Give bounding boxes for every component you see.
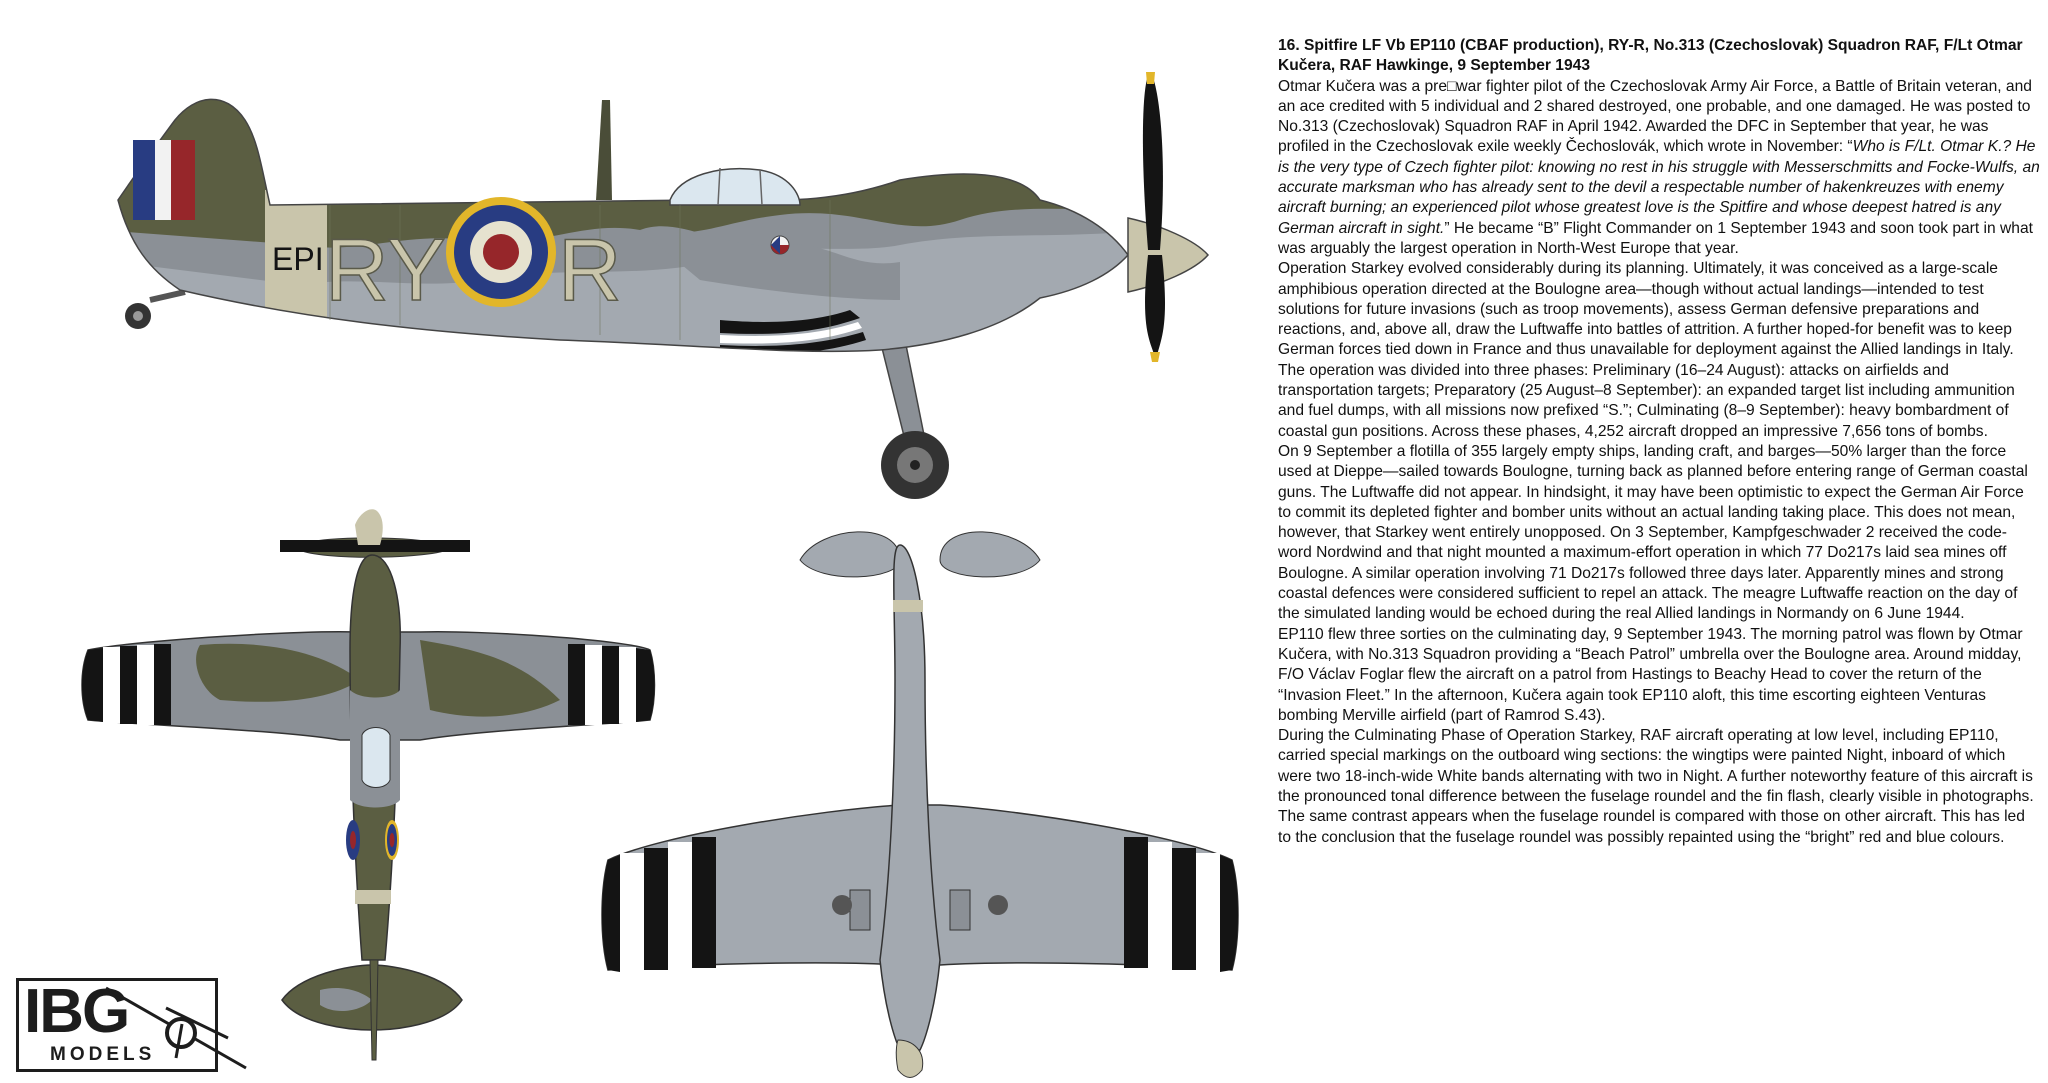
paragraph-3: On 9 September a flotilla of 355 largely empty ships, landing craft, and barges—50% larger than the force used at Dieppe—sailed towards Boulogne, turning back as planned before entering range of German coastal guns. The Luftwaffe did not appear. In hindsight, it may have been optimistic to expect the German Air Force to commit its depleted fighter and bomber units without an actual landing taking place. This does not mean, however, that Starkey went entirely unopposed. On 3 September, Kampfgeschwader 2 received the code-word Nordwind and that night mounted a maximum-effort operation in which 77 Do217s laid sea mines off Boulogne. A similar operation involving 71 Do217s followed three days later. Apparently mines and strong coastal defences were considered sufficient to repel an attack. The meagre Luftwaffe reaction on the day of the simulated landing would be echoed during the real Allied landings in Normandy on 6 June 1944. [1278,442,2028,623]
canopy [670,169,800,205]
bottom-right-wing-stripes [1124,837,1238,972]
individual-letter: R [558,220,622,319]
top-left-wing-stripes [82,644,171,725]
paragraph-1 [1278,77,2040,260]
description-column [1278,36,2040,848]
antenna-mast [596,100,612,200]
propeller [1143,72,1165,362]
top-right-wing-stripes [568,644,655,725]
tail-wheel [125,292,185,329]
paragraph-1-intro: Otmar Kučera was a pre□war fighter pilot of the Czechoslovak Army Air Force, a Battle of Britain veteran, and an ace credited with 5 individual and 2 shared destroyed, one probable, and one damaged. He was posted to No.313 (Czechoslovak) Squadron RAF in April 1942. Awarded the DFC in September that year, he was profiled in the Czechoslovak exile weekly Čechoslovák, which wrote in November: “ [1278,77,2032,156]
paragraph-4: EP110 flew three sorties on the culminating day, 9 September 1943. The morning patrol was flown by Otmar Kučera, with No.313 Squadron providing a “Beach Patrol” umbrella over the Boulogne area. Around midday, F/O Václav Foglar flew the aircraft on a patrol from Hastings to Beachy Head to cover the return of the “Invasion Fleet.” In the afternoon, Kučera again took EP110 aloft, this time escorting eighteen Venturas bombing Merville airfield (part of Ramrod S.43). [1278,625,2023,724]
logo-subtitle: MODELS [50,1044,156,1065]
logo-plane-icon [16,978,256,1074]
paragraph-5: During the Culminating Phase of Operation Starkey, RAF aircraft operating at low level, including EP110, carried special markings on the outboard wing sections: the wingtips were painted Night, inboard of which were two 18-inch-wide White bands alternating with two in Night. A further noteworthy feature of this aircraft is the pronounced tonal difference between the fuselage roundel and the fin flash, clearly visible in photographs. The same contrast appears when the fuselage roundel is compared with those on other aircraft. This has led to the conclusion that the fuselage roundel was possibly repainted using the “bright” red and blue colours. [1278,727,2034,846]
ibg-models-logo [16,978,256,1074]
paragraph-1-outro: ” He became “B” Flight Commander on 1 September 1943 and soon took part in what was arguably the largest operation in North-West Europe that year. [1278,219,2033,257]
spinner [1128,218,1208,292]
paragraph-1-quote: Who is F/Lt. Otmar K.? He is the very type of Czech fighter pilot: knowing no rest in his struggle with Messerschmitts and Focke-Wulfs, an accurate marksman who has already sent to the devil a respectable number of hakenkreuzes with enemy aircraft burning; an experienced pilot whose greatest love is the Spitfire and whose deepest hatred is any German aircraft in sight. [1278,138,2040,237]
profile-heading: 16. Spitfire LF Vb EP110 (CBAF production), RY-R, No.313 (Czechoslovak) Squadron RAF, F/Lt Otmar Kučera, RAF Hawkinge, 9 September 1943 [1278,37,2023,75]
bottom-view [602,532,1238,1078]
squadron-code: RY [325,220,446,319]
side-profile [100,72,1208,499]
paragraph-2: Operation Starkey evolved considerably during its planning. Ultimately, it was conceived as a large-scale amphibious operation directed at the Boulogne area—though without actual landings—intended to test solutions for future invasions (such as troop movements), assess German defensive preparations and reactions, and, above all, draw the Luftwaffe into battles of attrition. A further hoped-for benefit was to keep German forces tied down in France and thus unavailable for deployment against the Allied landings in Italy. The operation was divided into three phases: Preliminary (16–24 August): attacks on airfields and transportation targets; Preparatory (25 August–8 September): an expanded target list including ammunition and fuel dumps, with all missions now prefixed “S.”; Culminating (8–9 September): heavy bombardment of coastal gun positions. Across these phases, 4,252 aircraft dropped an impressive 7,656 tons of bombs. [1278,260,2015,440]
logo-wordmark: IBG [24,977,129,1046]
fuselage-roundel [446,197,556,307]
bottom-left-wing-stripes [602,837,716,972]
fin-flash [133,140,195,220]
czech-badge [771,236,789,254]
serial-marking: EPI [272,241,324,277]
main-landing-gear [880,340,949,499]
